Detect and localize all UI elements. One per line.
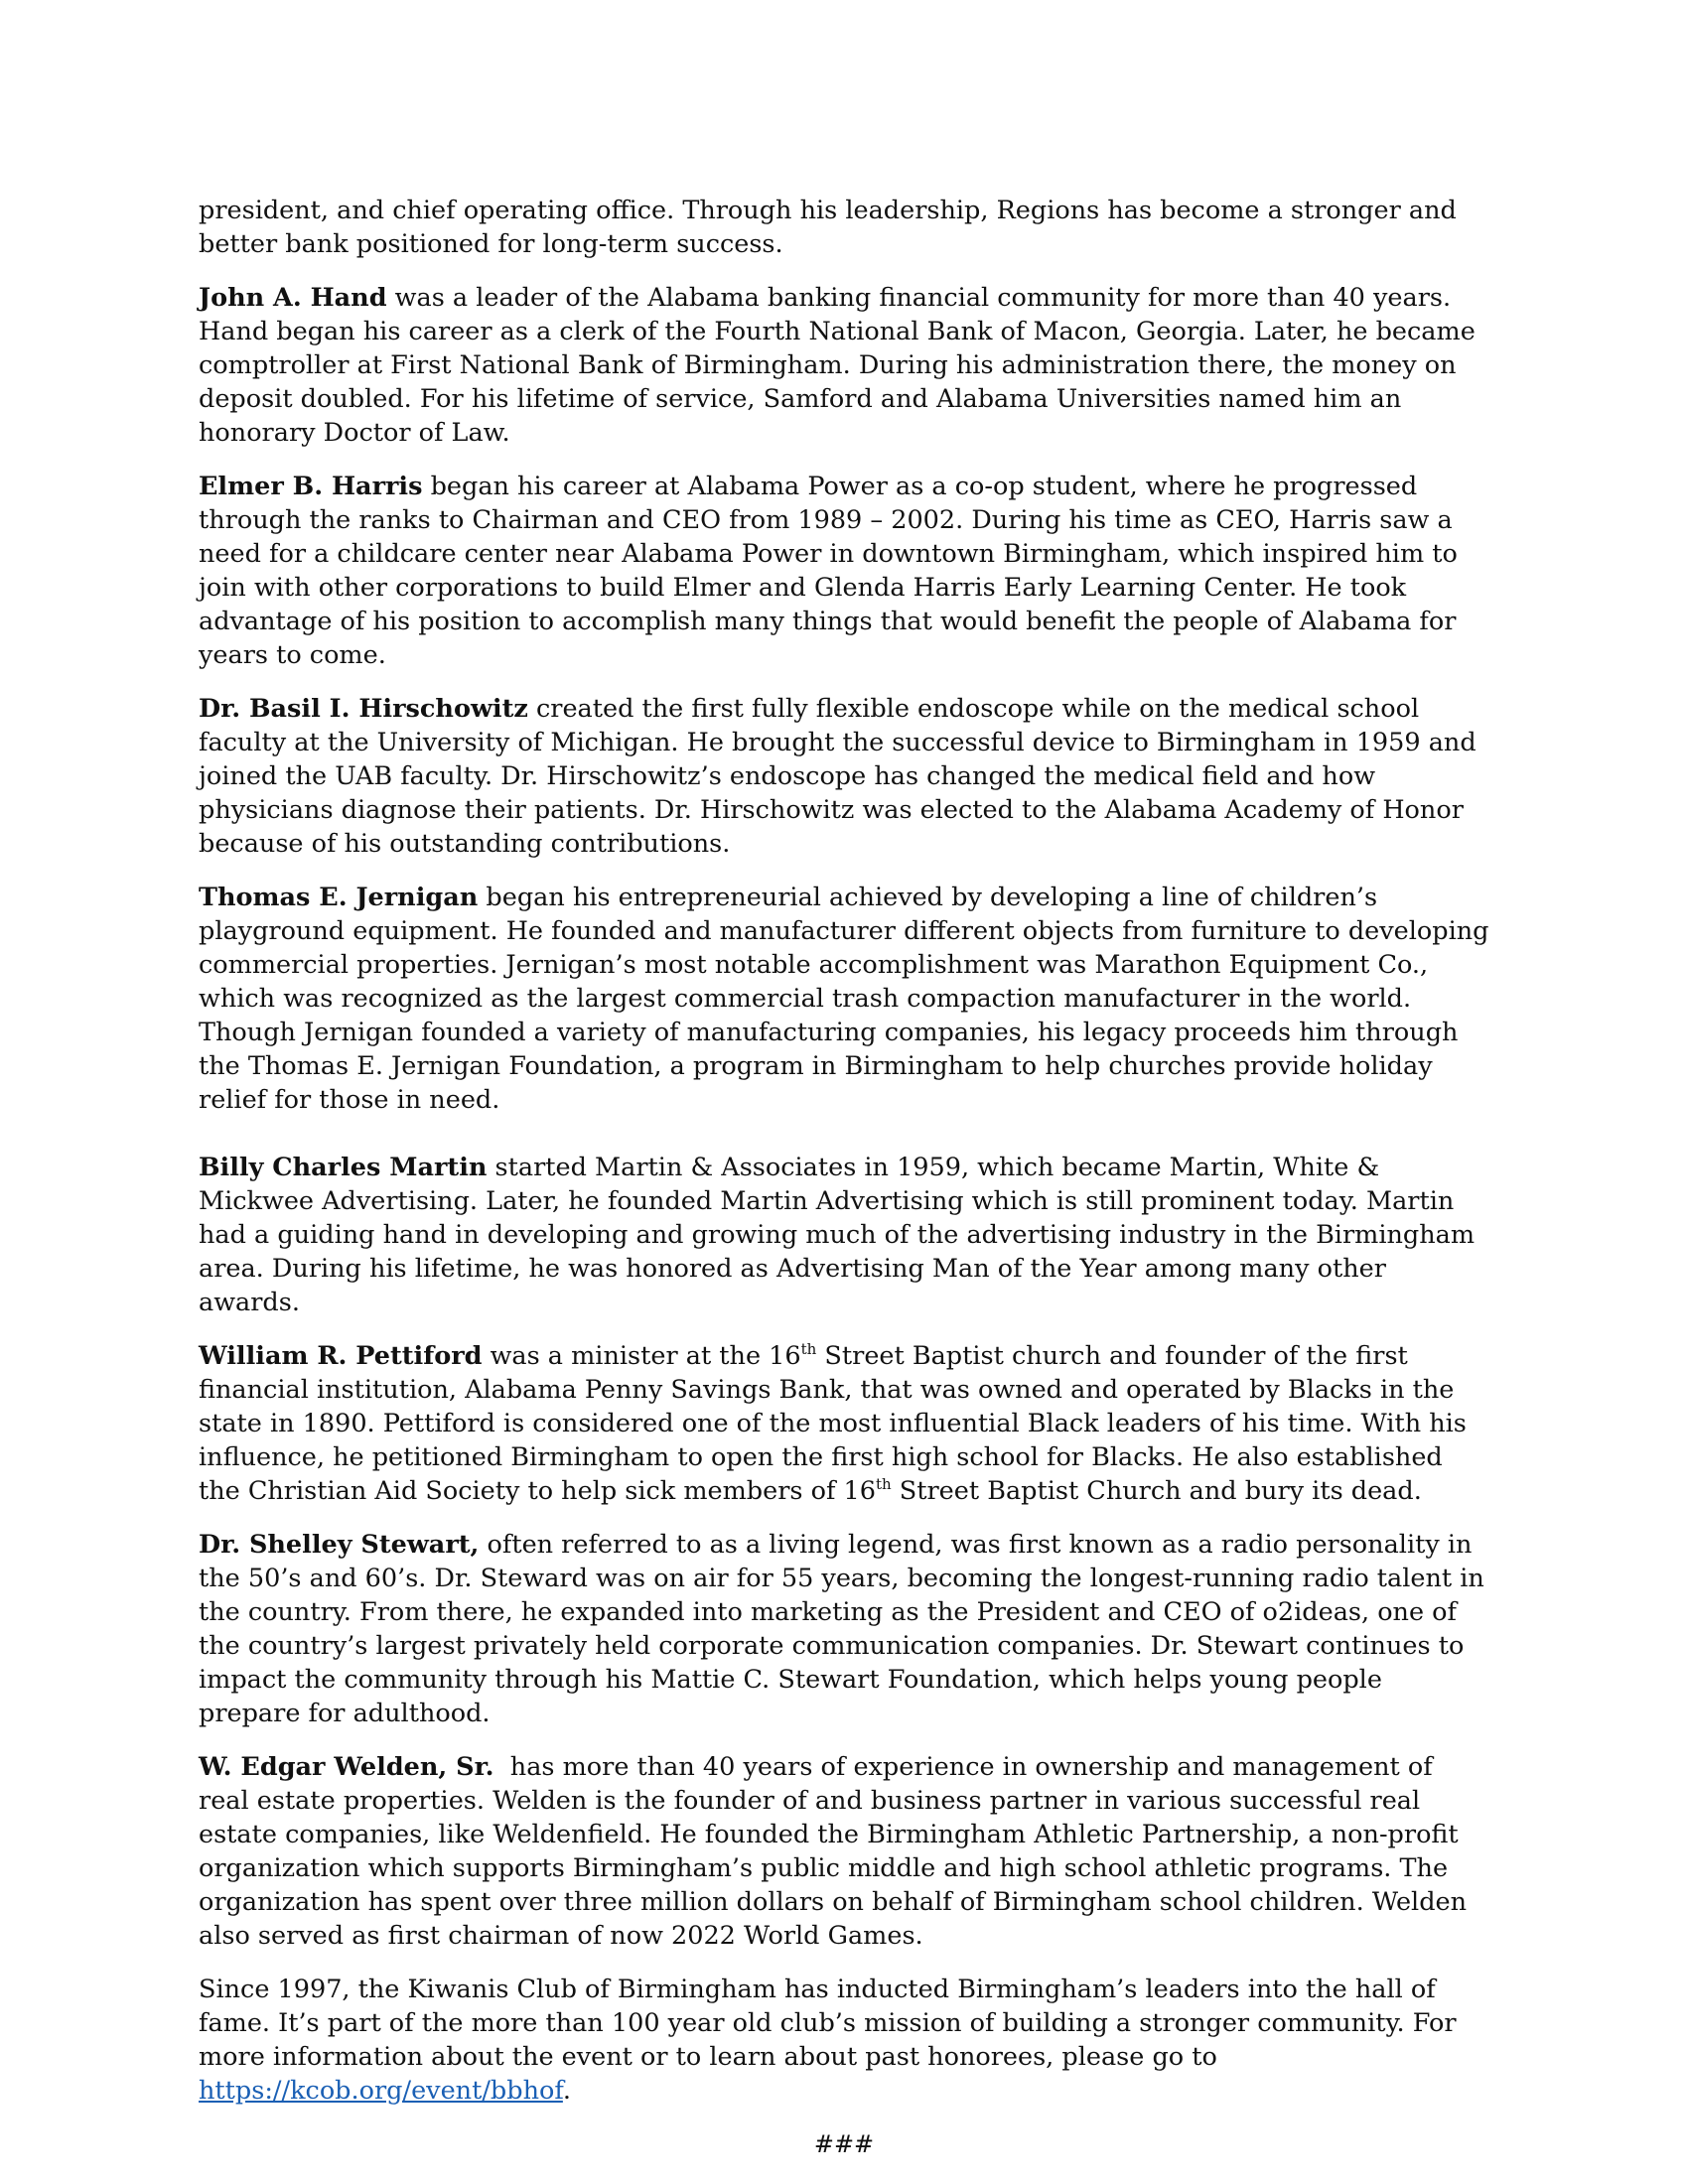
honoree-bio: started Martin & Associates in 1959, which became Martin, White & Mickwee Advertising. Later, he founded Martin Advertising which is still prominent today. Martin had a guiding hand in developing and growing much of the advertising industry in the Birmingham area. During his lifetime, he was honored as Advertising Man of the Year among many other awards.: [199, 1153, 1476, 1317]
honoree-hirschowitz-paragraph: [199, 692, 1489, 861]
event-link[interactable]: https://kcob.org/event/bbhof: [199, 2076, 563, 2106]
closing-text: Since 1997, the Kiwanis Club of Birmingham has inducted Birmingham’s leaders into the hall of fame. It’s part of the more than 100 year old club’s mission of building a stronger community. For more information about the event or to learn about past honorees, please go to: [199, 1975, 1457, 2072]
closing-paragraph: [199, 1973, 1489, 2108]
honoree-hand-paragraph: [199, 281, 1489, 450]
honoree-bio-part-b: Street Baptist church and founder of the first financial institution, Alabama Penny Savings Bank, that was owned and operated by Blacks in the state in 1890. Pettiford is considered one of the most influential Black leaders of his time. With his influence, he petitioned Birmingham to open the first high school for Blacks. He also established the Christian Aid Society to help sick members of 16: [199, 1341, 1467, 1506]
honoree-bio-part-c: Street Baptist Church and bury its dead.: [891, 1476, 1422, 1506]
document-body: [199, 194, 1489, 2161]
honoree-bio: has more than 40 years of experience in ownership and management of real estate properties. Welden is the founder of and business partner in various successful real estate companies, like Weldenfield. He founded the Birmingham Athletic Partnership, a non-profit organization which supports Birmingham’s public middle and high school athletic programs. The organization has spent over three million dollars on behalf of Birmingham school children. Welden also served as first chairman of now 2022 World Games.: [199, 1752, 1476, 1951]
closing-period: .: [562, 2076, 571, 2106]
intro-text: president, and chief operating office. Through his leadership, Regions has become a stronger and better bank positioned for long-term success.: [199, 196, 1457, 259]
honoree-welden-paragraph: [199, 1750, 1489, 1953]
honoree-bio: created the first fully flexible endoscope while on the medical school faculty at the University of Michigan. He brought the successful device to Birmingham in 1959 and joined the UAB faculty. Dr. Hirschowitz’s endoscope has changed the medical field and how physicians diagnose their patients. Dr. Hirschowitz was elected to the Alabama Academy of Honor because of his outstanding contributions.: [199, 694, 1477, 859]
honoree-pettiford-paragraph: [199, 1339, 1489, 1508]
honoree-name: Thomas E. Jernigan: [199, 883, 479, 912]
honoree-bio: often referred to as a living legend, was first known as a radio personality in the 50’s and 60’s. Dr. Steward was on air for 55 years, becoming the longest-running radio talent in the country. From there, he expanded into marketing as the President and CEO of o2ideas, one of the country’s largest privately held corporate communication companies. Dr. Stewart continues to impact the community through his Mattie C. Stewart Foundation, which helps young people prepare for adulthood.: [199, 1530, 1484, 1728]
honoree-jernigan-paragraph: [199, 881, 1489, 1117]
honoree-name: Billy Charles Martin: [199, 1153, 488, 1182]
honoree-bio: began his entrepreneurial achieved by developing a line of children’s playground equipment. He founded and manufacturer different objects from furniture to developing commercial properties. Jernigan’s most notable accomplishment was Marathon Equipment Co., which was recognized as the largest commercial trash compaction manufacturer in the world. Though Jernigan founded a variety of manufacturing companies, his legacy proceeds him through the Thomas E. Jernigan Foundation, a program in Birmingham to help churches provide holiday relief for those in need.: [199, 883, 1489, 1115]
ordinal-suffix: th: [800, 1340, 817, 1358]
honoree-name: Elmer B. Harris: [199, 472, 423, 501]
end-of-release-mark: ###: [813, 2130, 875, 2158]
honoree-bio: began his career at Alabama Power as a co-op student, where he progressed through the ranks to Chairman and CEO from 1989 – 2002. During his time as CEO, Harris saw a need for a childcare center near Alabama Power in downtown Birmingham, which inspired him to join with other corporations to build Elmer and Glenda Harris Early Learning Center. He took advantage of his position to accomplish many things that would benefit the people of Alabama for years to come.: [199, 472, 1458, 670]
honoree-bio-part-a: was a minister at the 16: [482, 1341, 801, 1371]
honoree-martin-paragraph: [199, 1151, 1489, 1319]
honoree-name: William R. Pettiford: [199, 1341, 483, 1371]
honoree-name: Dr. Basil I. Hirschowitz: [199, 694, 528, 724]
intro-paragraph: [199, 194, 1489, 261]
honoree-harris-paragraph: [199, 470, 1489, 672]
honoree-name: John A. Hand: [199, 283, 387, 313]
honoree-stewart-paragraph: [199, 1528, 1489, 1730]
honoree-name: Dr. Shelley Stewart,: [199, 1530, 480, 1560]
ordinal-suffix: th: [875, 1475, 892, 1493]
honoree-name: W. Edgar Welden, Sr.: [199, 1752, 494, 1782]
honoree-bio: was a leader of the Alabama banking financial community for more than 40 years. Hand began his career as a clerk of the Fourth National Bank of Macon, Georgia. Later, he became comptroller at First National Bank of Birmingham. During his administration there, the money on deposit doubled. For his lifetime of service, Samford and Alabama Universities named him an honorary Doctor of Law.: [199, 283, 1476, 448]
